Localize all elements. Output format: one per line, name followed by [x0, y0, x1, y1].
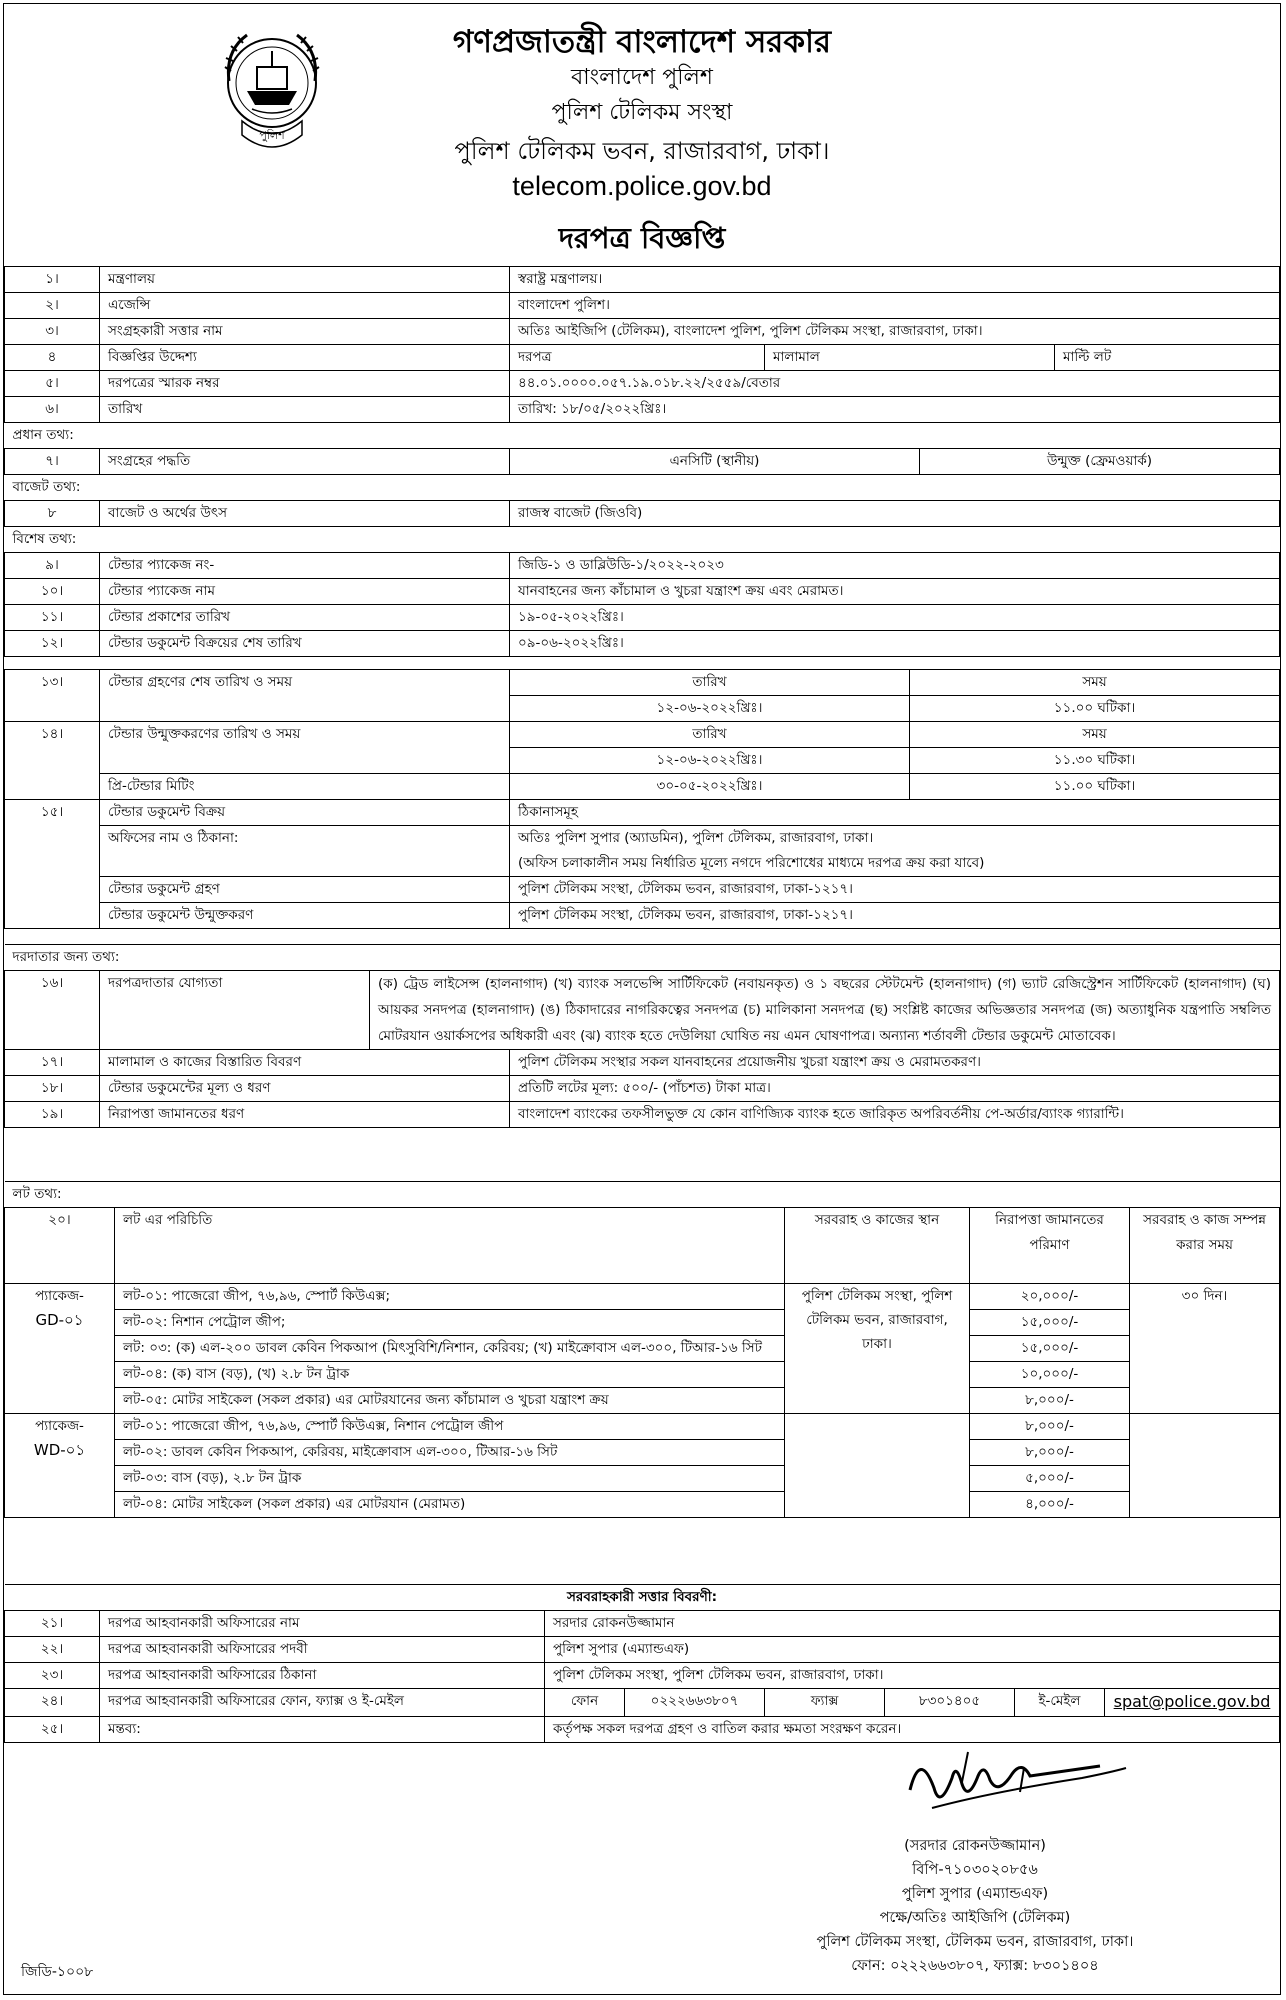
method-open: উন্মুক্ত (ফ্রেমওয়ার্ক) — [920, 449, 1280, 475]
table-row — [5, 553, 1280, 579]
row-label: দরপত্র আহবানকারী অফিসারের নাম — [100, 1611, 545, 1637]
website-link[interactable]: telecom.police.gov.bd — [512, 171, 772, 201]
security-header: নিরাপত্তা জামানতের পরিমাণ — [970, 1208, 1130, 1284]
government-name: গণপ্রজাতন্ত্রী বাংলাদেশ সরকার — [452, 24, 832, 60]
bidder-info-table — [4, 944, 1280, 1128]
row-label: সংগ্রহের পদ্ধতি — [100, 449, 510, 475]
row-number: ১০। — [5, 579, 100, 605]
officer-info-table — [4, 1584, 1280, 1743]
purpose-goods: মালামাল — [765, 345, 1055, 371]
time-header: সরবরাহ ও কাজ সম্পন্ন করার সময় — [1130, 1208, 1280, 1284]
row-number: ২১। — [5, 1611, 100, 1637]
section-heading: প্রধান তথ্য: — [5, 423, 1280, 449]
row-label: সংগ্রহকারী সত্তার নাম — [100, 319, 510, 345]
row-number: ২৪। — [5, 1689, 100, 1717]
office-address-line: অতিঃ পুলিশ সুপার (অ্যাডমিন), পুলিশ টেলিকম, রাজারবাগ, ঢাকা। — [518, 830, 874, 846]
table-row — [5, 605, 1280, 631]
lot-info-table — [4, 1181, 1280, 1518]
tender-info-table — [4, 266, 1280, 657]
row-value: জিডি-১ ও ডাব্লিউডি-১/২০২২-২০২৩ — [510, 553, 1280, 579]
row-number: ১২। — [5, 631, 100, 657]
row-label: তারিখ — [100, 397, 510, 423]
lot-description: লট-০৩: বাস (বড়), ২.৮ টন ট্রাক — [115, 1466, 785, 1492]
row-label: অফিসের নাম ও ঠিকানা: — [100, 826, 510, 877]
lot-description: লট-০২: ডাবল কেবিন পিকআপ, কেরিবয়, মাইক্রোবাস এল-৩০০, টিআর-১৬ সিট — [115, 1440, 785, 1466]
lot-intro-header: লট এর পরিচিতি — [115, 1208, 785, 1284]
row-value: বাংলাদেশ পুলিশ। — [510, 293, 1280, 319]
row-number: ১৩। — [5, 670, 100, 722]
email-label: ই-মেইল — [1015, 1689, 1105, 1717]
phone-number: ০২২২৬৬৩৮০৭ — [625, 1689, 765, 1717]
security-amount: ১৫,০০০/- — [970, 1336, 1130, 1362]
closing-time: ১১.০০ ঘটিকা। — [910, 696, 1280, 722]
opening-date: ১২-০৬-২০২২খ্রিঃ। — [510, 748, 910, 774]
lot-description: লট-০৪: মোটর সাইকেল (সকল প্রকার) এর মোটরযান (মেরামত) — [115, 1492, 785, 1518]
section-heading: বাজেট তথ্য: — [5, 475, 1280, 501]
delivery-place: পুলিশ টেলিকম সংস্থা, পুলিশ টেলিকম ভবন, রাজারবাগ, ঢাকা। — [785, 1284, 970, 1414]
row-value: পুলিশ টেলিকম সংস্থা, টেলিকম ভবন, রাজারবাগ, ঢাকা-১২১৭। — [510, 903, 1280, 929]
signatory-designation: পুলিশ সুপার (এম্যান্ডএফ) — [901, 1886, 1049, 1902]
police-name: বাংলাদেশ পুলিশ — [571, 65, 713, 90]
row-number: ২৫। — [5, 1717, 100, 1743]
header-address: পুলিশ টেলিকম ভবন, রাজারবাগ, ঢাকা। — [454, 137, 830, 165]
completion-time-empty — [1130, 1414, 1280, 1518]
package-gd — [5, 1284, 115, 1414]
row-value: বাংলাদেশ ব্যাংকের তফসীলভুক্ত যে কোন বাণিজ্যিক ব্যাংক হতে জারিকৃত অপরিবর্তনীয় পে-অর্ডার/ব্যাংক গ্যারান্টি। — [510, 1102, 1280, 1128]
section-heading: দরদাতার জন্য তথ্য: — [5, 945, 1280, 971]
section-heading: বিশেষ তথ্য: — [5, 527, 1280, 553]
time-header: সময় — [910, 722, 1280, 748]
security-amount: ৫,০০০/- — [970, 1466, 1130, 1492]
row-number: ১৯। — [5, 1102, 100, 1128]
row-number: ৪ — [5, 345, 100, 371]
security-amount: ৮,০০০/- — [970, 1388, 1130, 1414]
signatory-contact: ফোন: ০২২২৬৬৩৮০৭, ফ্যাক্স: ৮৩০১৪০৪ — [851, 1958, 1099, 1974]
table-row — [5, 319, 1280, 345]
memo-number: ৪৪.০১.০০০০.০৫৭.১৯.০১৮.২২/২৫৫৯/বেতার — [510, 371, 1280, 397]
row-number: ১৪। — [5, 722, 100, 800]
row-value: পুলিশ টেলিকম সংস্থা, টেলিকম ভবন, রাজারবাগ, ঢাকা-১২১৭। — [510, 877, 1280, 903]
signatory-address: পুলিশ টেলিকম সংস্থা, টেলিকম ভবন, রাজারবাগ, ঢাকা। — [816, 1934, 1134, 1950]
row-value: যানবাহনের জন্য কাঁচামাল ও খুচরা যন্ত্রাংশ ক্রয় এবং মেরামত। — [510, 579, 1280, 605]
pre-tender-date: ৩০-০৫-২০২২খ্রিঃ। — [510, 774, 910, 800]
package-code: WD-০১ — [33, 1441, 86, 1459]
signatory-details — [765, 1834, 1185, 1978]
row-label: দরপত্র আহবানকারী অফিসারের ফোন, ফ্যাক্স ও ই-মেইল — [100, 1689, 545, 1717]
row-label: দরপত্রদাতার যোগ্যতা — [100, 971, 370, 1050]
table-row — [5, 397, 1280, 423]
emblem-text: পুলিশ — [259, 129, 285, 142]
delivery-place-empty — [785, 1414, 970, 1518]
row-number: ২০। — [5, 1208, 115, 1284]
row-value: স্বরাষ্ট্র মন্ত্রণালয়। — [510, 267, 1280, 293]
row-label: মালামাল ও কাজের বিস্তারিত বিবরণ — [100, 1050, 510, 1076]
security-amount: ৮,০০০/- — [970, 1414, 1130, 1440]
row-number: ১। — [5, 267, 100, 293]
row-value: অতিঃ আইজিপি (টেলিকম), বাংলাদেশ পুলিশ, পুলিশ টেলিকম সংস্থা, রাজারবাগ, ঢাকা। — [510, 319, 1280, 345]
fax-label: ফ্যাক্স — [765, 1689, 885, 1717]
notice-date: তারিখ: ১৮/০৫/২০২২খ্রিঃ। — [510, 397, 1280, 423]
officer-designation: পুলিশ সুপার (এম্যান্ডএফ) — [545, 1637, 1280, 1663]
row-number: ৫। — [5, 371, 100, 397]
table-row — [5, 345, 1280, 371]
package-label: প্যাকেজ- — [35, 1288, 84, 1304]
officer-name: সরদার রোকনউজ্জামান — [545, 1611, 1280, 1637]
package-code: GD-০১ — [35, 1311, 84, 1329]
row-label: টেন্ডার উন্মুক্তকরণের তারিখ ও সময় — [100, 722, 510, 774]
email-link[interactable] — [1105, 1689, 1280, 1717]
table-row — [5, 501, 1280, 527]
row-label: দরপত্র আহবানকারী অফিসারের পদবী — [100, 1637, 545, 1663]
signatory-on-behalf: পক্ষে/অতিঃ আইজিপি (টেলিকম) — [879, 1910, 1071, 1926]
table-row — [5, 371, 1280, 397]
reference-number: জিডি-১০০৮ — [21, 1964, 94, 1980]
table-row — [5, 293, 1280, 319]
phone-label: ফোন — [545, 1689, 625, 1717]
row-label: টেন্ডার ডকুমেন্ট গ্রহণ — [100, 877, 510, 903]
lot-description: লট: ০৩: (ক) এল-২০০ ডাবল কেবিন পিকআপ (মিৎসুবিশি/নিশান, কেরিবয়; (খ) মাইক্রোবাস এল-৩০০, টিআর-১৬ সিট — [115, 1336, 785, 1362]
table-row — [5, 449, 1280, 475]
organization-name: পুলিশ টেলিকম সংস্থা — [551, 100, 733, 125]
office-address — [510, 826, 1280, 877]
date-header: তারিখ — [510, 722, 910, 748]
security-amount: ২০,০০০/- — [970, 1284, 1130, 1310]
pre-tender-time: ১১.০০ ঘটিকা। — [910, 774, 1280, 800]
row-number: ৭। — [5, 449, 100, 475]
header — [4, 4, 1280, 266]
lot-description: লট-০৫: মোটর সাইকেল (সকল প্রকার) এর মোটরযানের জন্য কাঁচামাল ও খুচরা যন্ত্রাংশ ক্রয় — [115, 1388, 785, 1414]
row-label: বাজেট ও অর্থের উৎস — [100, 501, 510, 527]
purpose-tender: দরপত্র — [510, 345, 765, 371]
security-amount: ১৫,০০০/- — [970, 1310, 1130, 1336]
row-label: টেন্ডার ডকুমেন্ট উন্মুক্তকরণ — [100, 903, 510, 929]
row-value: ঠিকানাসমূহ — [510, 800, 1280, 826]
row-label: টেন্ডার গ্রহণের শেষ তারিখ ও সময় — [100, 670, 510, 722]
row-number: ২৩। — [5, 1663, 100, 1689]
office-address-note: (অফিস চলাকালীন সময় নির্ধারিত মূল্যে নগদে পরিশোধের মাধ্যমে দরপত্র ক্রয় করা যাবে) — [518, 855, 985, 871]
row-label: মন্ত্রণালয় — [100, 267, 510, 293]
row-label: টেন্ডার ডকুমেন্ট বিক্রয়ের শেষ তারিখ — [100, 631, 510, 657]
row-label: নিরাপত্তা জামানতের ধরণ — [100, 1102, 510, 1128]
row-number: ১৭। — [5, 1050, 100, 1076]
row-label: দরপত্রের স্মারক নম্বর — [100, 371, 510, 397]
row-label: টেন্ডার ডকুমেন্টের মূল্য ও ধরণ — [100, 1076, 510, 1102]
table-row — [5, 579, 1280, 605]
lot-description: লট-০১: পাজেরো জীপ, ৭৬,৯৬, স্পোর্ট কিউএক্স, নিশান পেট্রোল জীপ — [115, 1414, 785, 1440]
budget-source: রাজস্ব বাজেট (জিওবি) — [510, 501, 1280, 527]
row-number: ২। — [5, 293, 100, 319]
row-label: টেন্ডার ডকুমেন্ট বিক্রয় — [100, 800, 510, 826]
time-header: সময় — [910, 670, 1280, 696]
table-row — [5, 631, 1280, 657]
lot-description: লট-০৪: (ক) বাস (বড়), (খ) ২.৮ টন ট্রাক — [115, 1362, 785, 1388]
officer-address: পুলিশ টেলিকম সংস্থা, পুলিশ টেলিকম ভবন, রাজারবাগ, ঢাকা। — [545, 1663, 1280, 1689]
tender-schedule-table — [4, 669, 1280, 929]
lot-description: লট-০১: পাজেরো জীপ, ৭৬,৯৬, স্পোর্ট কিউএক্স; — [115, 1284, 785, 1310]
row-value: ০৯-০৬-২০২২খ্রিঃ। — [510, 631, 1280, 657]
row-number: ১৮। — [5, 1076, 100, 1102]
signature-text: সরদার — [902, 1732, 905, 1733]
row-label: টেন্ডার প্যাকেজ নাম — [100, 579, 510, 605]
opening-time: ১১.৩০ ঘটিকা। — [910, 748, 1280, 774]
email-address[interactable]: spat@police.gov.bd — [1113, 1692, 1271, 1711]
row-label: বিজ্ঞপ্তির উদ্দেশ্য — [100, 345, 510, 371]
table-row — [5, 267, 1280, 293]
remarks: কর্তৃপক্ষ সকল দরপত্র গ্রহণ ও বাতিল করার ক্ষমতা সংরক্ষণ করেন। — [545, 1717, 1280, 1743]
purpose-multi-lot: মাল্টি লট — [1055, 345, 1280, 371]
row-number: ১১। — [5, 605, 100, 631]
row-value: ১৯-০৫-২০২২খ্রিঃ। — [510, 605, 1280, 631]
row-label: প্রি-টেন্ডার মিটিং — [100, 774, 510, 800]
notice-title: দরপত্র বিজ্ঞপ্তি — [558, 221, 726, 255]
row-label: এজেন্সি — [100, 293, 510, 319]
row-label: দরপত্র আহবানকারী অফিসারের ঠিকানা — [100, 1663, 545, 1689]
signature-block — [4, 1732, 1280, 1996]
security-amount: ১০,০০০/- — [970, 1362, 1130, 1388]
security-amount: ৪,০০০/- — [970, 1492, 1130, 1518]
security-amount: ৮,০০০/- — [970, 1440, 1130, 1466]
place-header: সরবরাহ ও কাজের স্থান — [785, 1208, 970, 1284]
row-number: ৩। — [5, 319, 100, 345]
row-number: ৬। — [5, 397, 100, 423]
tender-notice-page — [3, 3, 1281, 1995]
signatory-name: (সরদার রোকনউজ্জামান) — [904, 1838, 1046, 1854]
row-value: প্রতিটি লটের মূল্য: ৫০০/- (পাঁচশত) টাকা মাত্র। — [510, 1076, 1280, 1102]
fax-number: ৮৩০১৪০৫ — [885, 1689, 1015, 1717]
closing-date: ১২-০৬-২০২২খ্রিঃ। — [510, 696, 910, 722]
lot-description: লট-০২: নিশান পেট্রোল জীপ; — [115, 1310, 785, 1336]
row-value: পুলিশ টেলিকম সংস্থার সকল যানবাহনের প্রয়োজনীয় খুচরা যন্ত্রাংশ ক্রয় ও মেরামতকরণ। — [510, 1050, 1280, 1076]
row-label: মন্তব্য: — [100, 1717, 545, 1743]
row-number: ১৬। — [5, 971, 100, 1050]
supplier-section-heading: সরবরাহকারী সত্তার বিবরণী: — [5, 1585, 1280, 1611]
row-label: টেন্ডার প্রকাশের তারিখ — [100, 605, 510, 631]
row-number: ১৫। — [5, 800, 100, 929]
signature-image — [902, 1732, 1132, 1832]
signatory-bp: বিপি-৭১০৩০২০৮৫৬ — [912, 1862, 1038, 1878]
row-number: ২২। — [5, 1637, 100, 1663]
section-heading: লট তথ্য: — [5, 1182, 1280, 1208]
package-wd — [5, 1414, 115, 1518]
bidder-eligibility: (ক) ট্রেড লাইসেন্স (হালনাগাদ) (খ) ব্যাংক সলভেন্সি সার্টিফিকেট (নবায়নকৃত) ও ১ বছরের স্টেটমেন্ট (হালনাগাদ) (গ) ভ্যাট রেজিস্ট্রেশন সার্টিফিকেট (হালনাগাদ) (ঘ) আয়কর সনদপত্র (হালনাগাদ) (ঙ) ঠিকাদারের নাগরিকত্বের সনদপত্র (চ) মালিকানা সনদপত্র (ছ) সংশ্লিষ্ট কাজের অভিজ্ঞতার সনদপত্র (জ) অত্যাধুনিক যন্ত্রপাতি সম্বলিত মোটরযান ওয়ার্কসপের অধিকারী এবং (ঝ) ব্যাংক হতে দেউলিয়া ঘোষিত নয় এমন ঘোষণাপত্র। অন্যান্য শর্তাবলী টেন্ডার ডকুমেন্ট মোতাবেক। — [370, 971, 1280, 1050]
package-label: প্যাকেজ- — [35, 1418, 84, 1434]
method-nct: এনসিটি (স্থানীয়) — [510, 449, 920, 475]
row-number: ৮ — [5, 501, 100, 527]
completion-time: ৩০ দিন। — [1130, 1284, 1280, 1414]
row-number: ৯। — [5, 553, 100, 579]
row-label: টেন্ডার প্যাকেজ নং- — [100, 553, 510, 579]
date-header: তারিখ — [510, 670, 910, 696]
